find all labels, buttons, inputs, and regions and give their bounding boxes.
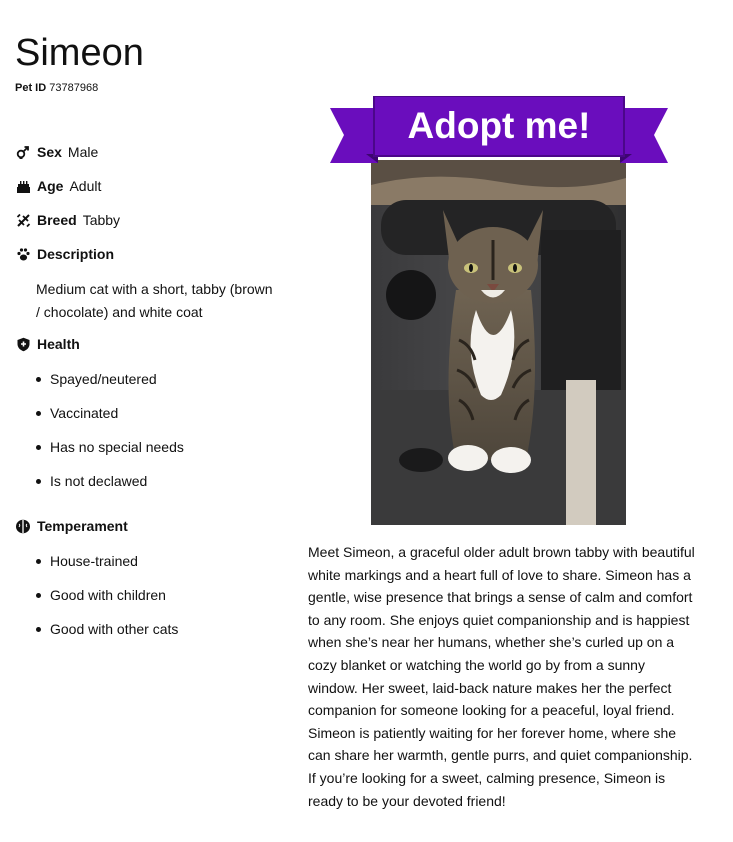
dna-icon — [15, 212, 31, 228]
pet-id — [15, 82, 98, 94]
pet-photo — [371, 160, 626, 525]
health-row — [15, 336, 86, 352]
list-item: Has no special needs — [36, 430, 184, 464]
banner-text: Adopt me! — [407, 105, 591, 146]
description-label: Description — [37, 246, 115, 262]
list-item: Good with children — [36, 578, 178, 612]
description-text: Medium cat with a short, tabby (brown / chocolate) and white coat — [36, 281, 273, 320]
sex-label: Sex — [37, 144, 62, 160]
gender-icon — [15, 144, 31, 160]
pet-bio: Meet Simeon, a graceful older adult brown tabby with beautiful white markings and a heart full of love to share. Simeon has a gentle, wise presence that brings a sense of calm and comfort to any room. She enjoys quiet companionship and is happiest when she’s near her humans, whether she’s curled up on a cozy blanket or watching the world go by from a sunny window. Her sweet, laid-back nature makes her the perfect companion for someone looking for a peaceful, loyal friend. Simeon is patiently waiting for her forever home, where she can share her warmth, gentle purrs, and quiet companionship. If you’re looking for a sweet, calming presence, Simeon is ready to be your devoted friend! — [308, 544, 695, 809]
pet-id-label: Pet ID — [15, 82, 47, 94]
pet-name: Simeon — [15, 32, 144, 74]
list-item: Spayed/neutered — [36, 362, 184, 396]
list-item: Vaccinated — [36, 396, 184, 430]
pet-id-value: 73787968 — [49, 82, 99, 94]
cake-icon — [15, 178, 31, 194]
temperament-row — [15, 518, 134, 534]
shield-plus-icon — [15, 336, 31, 352]
sex-row — [15, 144, 98, 160]
health-label: Health — [37, 336, 80, 352]
list-item: Good with other cats — [36, 612, 178, 646]
breed-row — [15, 212, 120, 228]
age-value: Adult — [69, 178, 102, 194]
breed-label: Breed — [37, 212, 77, 228]
breed-value: Tabby — [82, 212, 121, 228]
description-row — [15, 246, 120, 262]
list-item: House-trained — [36, 544, 178, 578]
paw-icon — [15, 246, 31, 262]
adopt-me-banner — [330, 96, 668, 166]
temperament-list — [36, 544, 178, 646]
list-item: Is not declawed — [36, 464, 184, 498]
temperament-label: Temperament — [37, 518, 128, 534]
sex-value: Male — [67, 144, 99, 160]
age-label: Age — [37, 178, 64, 194]
brain-icon — [15, 518, 31, 534]
health-list — [36, 362, 184, 498]
age-row — [15, 178, 101, 194]
